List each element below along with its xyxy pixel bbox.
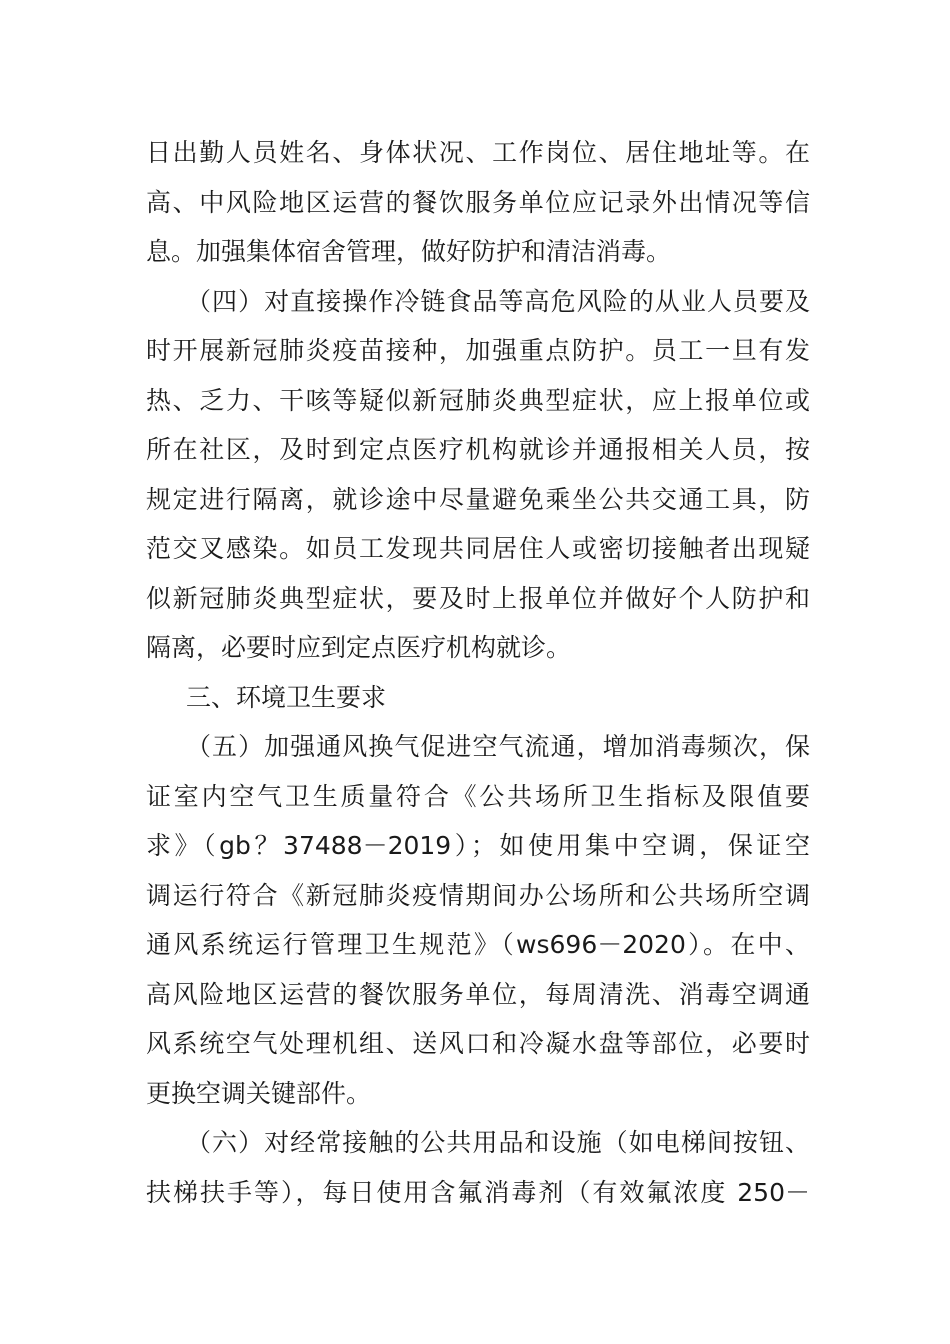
section-heading: [146, 673, 810, 723]
paragraph-4-line-1: （六）对经常接触的公共用品和设施（如电梯间按钮、: [186, 1128, 810, 1157]
paragraph-1-line-3: 息。加强集体宿舍管理，做好防护和清洁消毒。: [146, 237, 672, 266]
document-body: [146, 128, 810, 1217]
section-heading-text: 三、环境卫生要求: [186, 682, 387, 712]
paragraph-2: [146, 277, 810, 673]
paragraph-1-line-2: 高、中风险地区运营的餐饮服务单位应记录外出情况等信: [146, 187, 810, 217]
paragraph-2-line-2: 时开展新冠肺炎疫苗接种，加强重点防护。员工一旦有发: [146, 336, 810, 365]
paragraph-2-line-4: 所在社区，及时到定点医疗机构就诊并通报相关人员，按: [146, 435, 810, 464]
paragraph-3-line-5: 通风系统运行管理卫生规范》（ws696－2020）。在中、: [146, 930, 810, 959]
paragraph-1: [146, 128, 810, 277]
paragraph-2-line-3: 热、乏力、干咳等疑似新冠肺炎典型症状，应上报单位或: [146, 385, 810, 415]
paragraph-3: [146, 722, 810, 1118]
paragraph-2-line-6: 范交叉感染。如员工发现共同居住人或密切接触者出现疑: [146, 534, 810, 563]
paragraph-4-line-2: 扶梯扶手等），每日使用含氟消毒剂（有效氟浓度 250－: [146, 1177, 810, 1207]
paragraph-2-line-8: 隔离，必要时应到定点医疗机构就诊。: [146, 633, 572, 662]
paragraph-3-line-6: 高风险地区运营的餐饮服务单位，每周清洗、消毒空调通: [146, 979, 810, 1009]
paragraph-3-line-2: 证室内空气卫生质量符合《公共场所卫生指标及限值要: [146, 781, 810, 811]
paragraph-2-line-5: 规定进行隔离，就诊途中尽量避免乘坐公共交通工具，防: [146, 484, 810, 514]
paragraph-2-line-1: （四）对直接操作冷链食品等高危风险的从业人员要及: [186, 286, 810, 316]
paragraph-3-line-8: 更换空调关键部件。: [146, 1078, 372, 1108]
paragraph-3-line-4: 调运行符合《新冠肺炎疫情期间办公场所和公共场所空调: [146, 880, 810, 910]
paragraph-4: [146, 1118, 810, 1217]
paragraph-3-line-7: 风系统空气处理机组、送风口和冷凝水盘等部位，必要时: [146, 1029, 810, 1058]
paragraph-1-line-1: 日出勤人员姓名、身体状况、工作岗位、居住地址等。在: [146, 138, 810, 167]
paragraph-3-line-3: 求》（gb？37488－2019）；如使用集中空调，保证空: [146, 831, 810, 860]
paragraph-2-line-7: 似新冠肺炎典型症状，要及时上报单位并做好个人防护和: [146, 583, 810, 613]
paragraph-3-line-1: （五）加强通风换气促进空气流通，增加消毒频次，保: [186, 732, 810, 761]
